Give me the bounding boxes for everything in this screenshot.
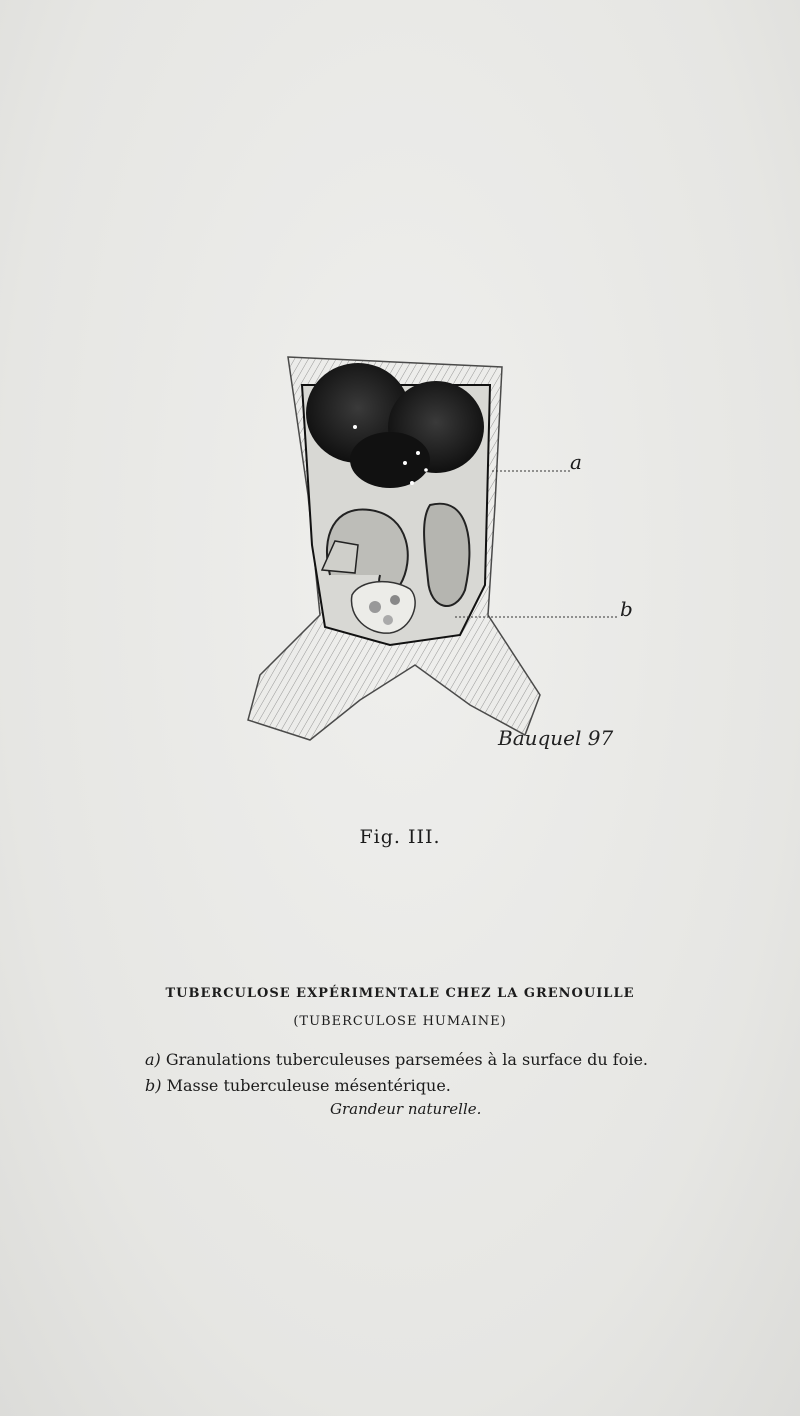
scale-note: Grandeur naturelle. [330, 1100, 482, 1118]
granulation-dot [424, 468, 428, 472]
legend-text: Granulations tuberculeuses parsemées à la surface du foie. [165, 1050, 648, 1069]
figure-number: Fig. III. [359, 826, 441, 848]
legend-item [145, 1073, 648, 1099]
legend-key: b) [145, 1076, 162, 1095]
figure-label-a: a [570, 450, 582, 474]
mass-nodule [390, 595, 400, 605]
figure-label-b: b [620, 597, 633, 621]
caption-subtitle: (TUBERCULOSE HUMAINE) [293, 1014, 507, 1029]
legend-item [145, 1047, 648, 1073]
mass-nodule [369, 601, 381, 613]
granulation-dot [403, 461, 407, 465]
granulation-dot [410, 481, 414, 485]
legend-text: Masse tuberculeuse mésentérique. [166, 1076, 451, 1095]
signature: Bauquel 97 [498, 726, 614, 750]
legend [145, 1047, 648, 1099]
granulation-dot [353, 425, 357, 429]
frog-dissection-drawing [240, 345, 660, 795]
caption-title: TUBERCULOSE EXPÉRIMENTALE CHEZ LA GRENOUILLE [165, 986, 635, 1001]
liver-center [350, 432, 430, 488]
mass-nodule [383, 615, 393, 625]
intestine-right [424, 504, 469, 606]
granulation-dot [416, 451, 420, 455]
legend-key: a) [145, 1050, 161, 1069]
anatomical-illustration [240, 345, 660, 795]
